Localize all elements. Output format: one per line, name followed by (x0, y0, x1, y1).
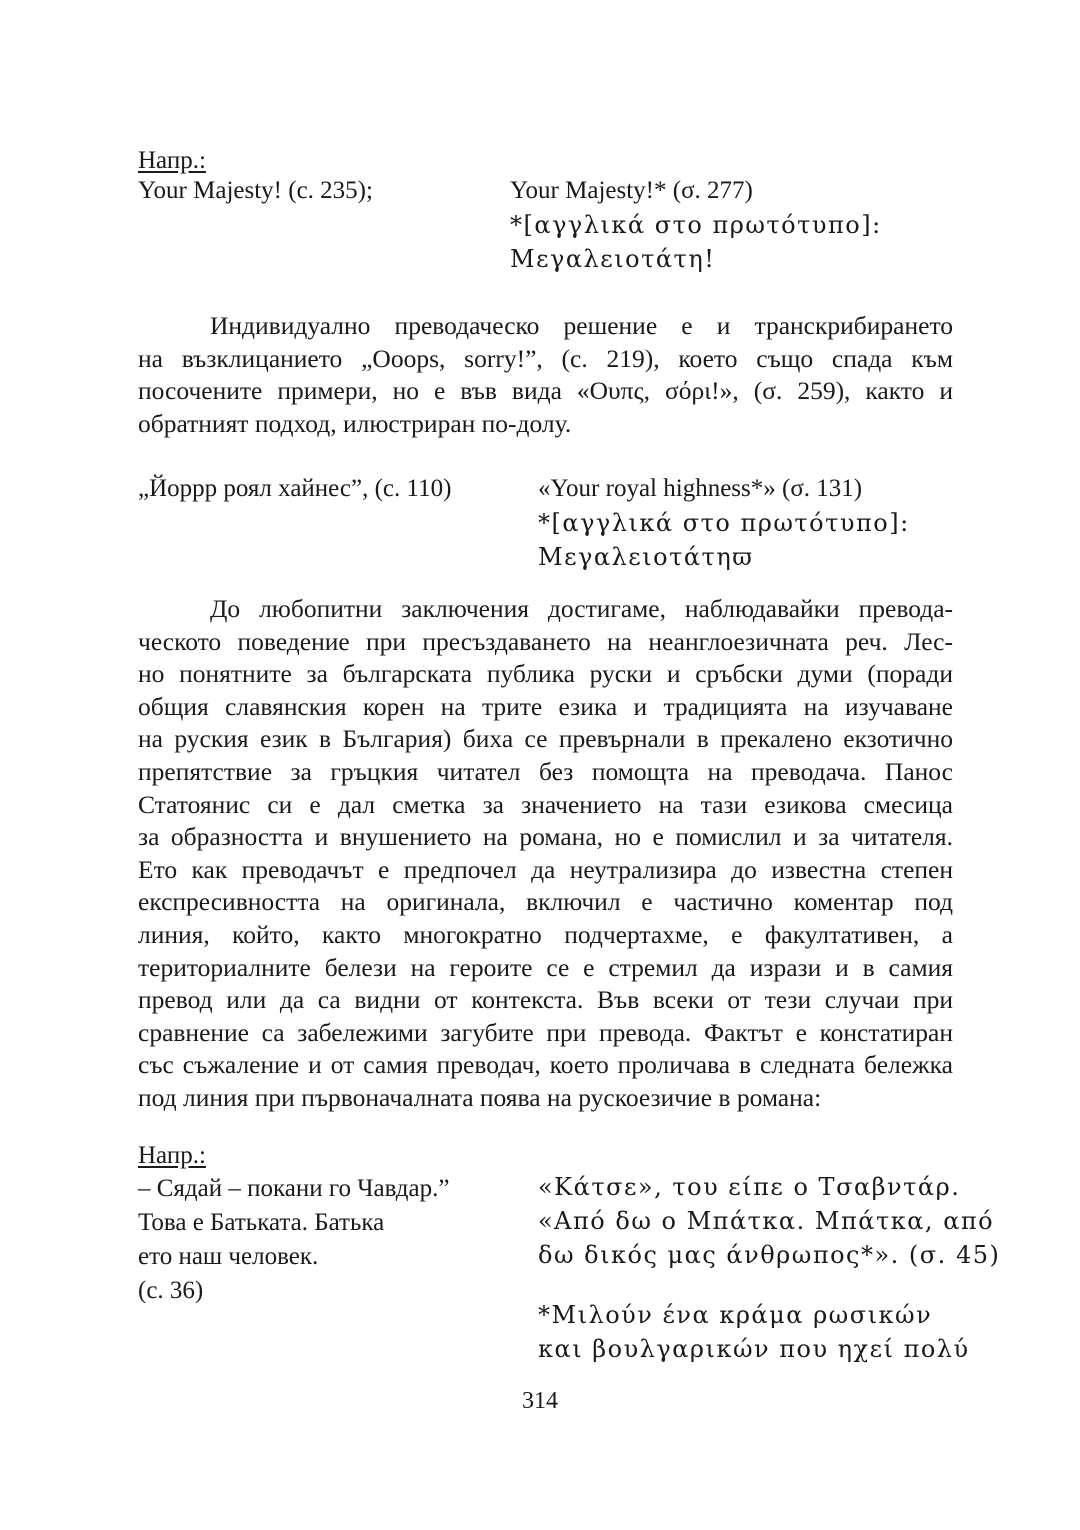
body-paragraph (138, 310, 953, 440)
paragraph-line: Индивидуално преводаческо решение е и транскрибирането (210, 311, 953, 340)
paragraph-line: но понятните за българската публика руски и сръбски думи (поради (138, 659, 953, 689)
footnote-line: και βουλγαρικών που ηχεί πολύ (538, 1335, 970, 1363)
paragraph-line: на възклицанието „Ооорs, sorry!”, (с. 219), което също спада към (138, 343, 953, 373)
paragraph-line: под линия при първоначалната поява на рускоезичие в романа: (138, 1082, 822, 1112)
example-target-line: «Your royal highness*» (σ. 131) (538, 475, 863, 502)
paragraph-line: ческото поведение при пресъздаването на неанглоезичната реч. Лес- (138, 626, 953, 656)
example-label: Напр.: (138, 147, 206, 174)
example-label: Напр.: (138, 1142, 206, 1169)
example-source-text: „Йоррр роял хайнес”, (с. 110) (138, 475, 452, 502)
paragraph-line: със съжаление и от самия преводач, което проличава в следната бележка (138, 1050, 953, 1080)
paragraph-line: препятствие за гръцкия читател без помощта на преводача. Панос (138, 756, 953, 786)
example-target-line: δω δικός μας άνθρωπος*». (σ. 45) (538, 1241, 1001, 1269)
paragraph-line: линия, който, както многократно подчертахме, е факултативен, а (138, 919, 953, 949)
paragraph-line: общия славянския корен на трите езика и традицията на изучаване (138, 691, 953, 721)
example-target-line: «Κάτσε», του είπε ο Τσαβντάρ. (538, 1173, 961, 1201)
paragraph-line: сравнение са забележими загубите при превода. Фактът е констатиран (138, 1017, 953, 1047)
paragraph-line: посочените примери, но е във вида «Ουπς, σόρι!», (σ. 259), както и (138, 376, 953, 406)
example-target-line: *[αγγλικά στο πρωτότυπο]: (510, 211, 882, 239)
body-paragraph (138, 593, 953, 1115)
paragraph-line: превод или да са видни от контекста. Във всеки от тези случаи при (138, 985, 953, 1015)
paragraph-line: на руския език в България) биха се превърнали в прекалено екзотично (138, 724, 953, 754)
paragraph-line: експресивността на оригинала, включил е частично коментар под (138, 887, 953, 917)
paragraph-line: обратният подход, илюстриран по-долу. (138, 408, 572, 438)
example-source-text: Your Majesty! (с. 235); (138, 177, 373, 204)
example-target-line: *[αγγλικά στο πρωτότυπο]: (538, 509, 910, 537)
example-source-line: Това е Батьката. Батька (138, 1209, 385, 1236)
footnote-line: *Μιλούν ένα κράμα ρωσικών (538, 1301, 933, 1329)
example-source-line: (с. 36) (138, 1277, 204, 1304)
paragraph-line: Статоянис си е дал сметка за значението на тази езикова смесица (138, 789, 953, 819)
paragraph-line: териториалните белези на героите се е стремил да изрази и в самия (138, 952, 953, 982)
example-target-line: Your Majesty!* (σ. 277) (510, 177, 753, 204)
example-target-line: «Από δω ο Μπάτκα. Μπάτκα, από (538, 1207, 995, 1235)
paragraph-line: До любопитни заключения достигаме, наблюдавайки превода- (210, 594, 953, 623)
paragraph-line: Ето как преводачът е предпочел да неутрализира до известна степен (138, 854, 953, 884)
example-source-line: – Сядай – покани го Чавдар.” (138, 1175, 450, 1202)
paragraph-line: за образността и внушението на романа, но е помислил и за читателя. (138, 822, 953, 852)
example-source-line: ето наш человек. (138, 1243, 319, 1270)
page-number: 314 (522, 1388, 558, 1414)
example-target-line: Μεγαλειοτάτηϖ (538, 543, 754, 571)
example-target-line: Μεγαλειοτάτη! (510, 245, 716, 273)
